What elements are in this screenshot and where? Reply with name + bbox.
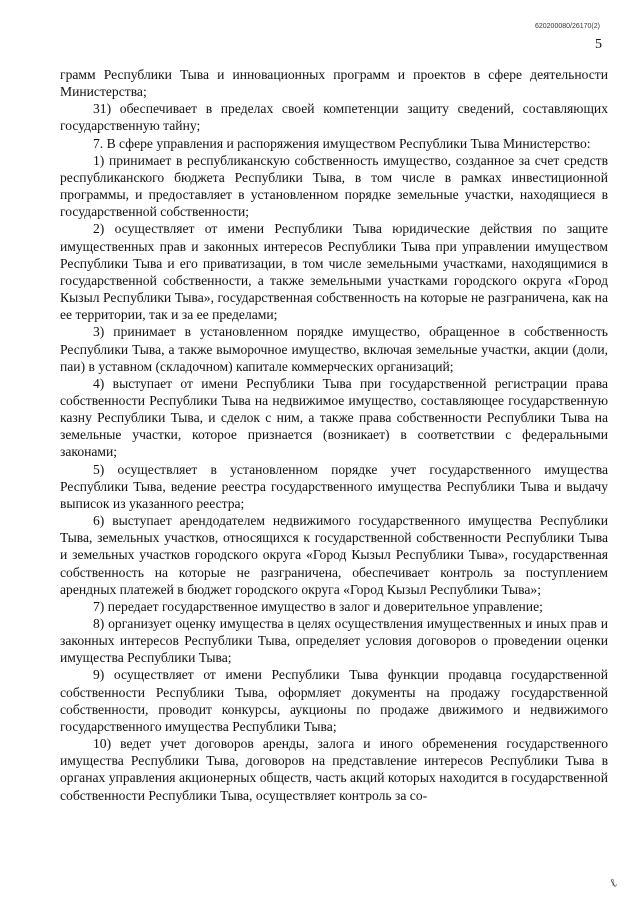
paragraph-11: 8) организует оценку имущества в целях осуществления имущественных и иных прав и законных интересов Республики Тыва, определяет условия договоров о проведении оценки имущества Республики Тыва; (60, 616, 608, 666)
paragraph-4: 1) принимает в республиканскую собственность имущество, созданное за счет средств республиканского бюджета Республики Тыва, в том числе в рамках инвестиционной программы, и предоставляет в установленном порядке земельные участки, находящиеся в государственной собственности; (60, 152, 608, 220)
paragraph-12: 9) осуществляет от имени Республики Тыва функции продавца государственной собственности Республики Тыва, оформляет документы на продажу государственной собственности, проводит конкурсы, аукционы по продаже движимого и недвижимого государственного имущества Республики Тыва; (60, 667, 608, 734)
handwritten-mark-icon: ℓ (606, 876, 620, 891)
paragraph-9: 6) выступает арендодателем недвижимого государственного имущества Республики Тыва, земельных участков, относящихся к государственной собственности Республики Тыва и земельных участков городского округа «Город Кызыл Республики Тыва», государственная собственность на которые не разграничена, обеспечивает контроль за поступлением арендных платежей в бюджет городского округа «Город Кызыл Республики Тыва»; (60, 513, 608, 597)
page-number: 5 (595, 37, 602, 52)
paragraph-6: 3) принимает в установленном порядке имущество, обращенное в собственность Республики Тыва, а также выморочное имущество, включая земельные участки, акции (доли, паи) в уставном (складочном) капитале коммерческих организаций; (60, 324, 608, 374)
paragraph-1: грамм Республики Тыва и инновационных программ и проектов в сфере деятельности Министерства; (60, 67, 608, 100)
paragraph-5: 2) осуществляет от имени Республики Тыва юридические действия по защите имущественных прав и законных интересов Республики Тыва при управлении имуществом Республики Тыва и его приватизации, в том числе земельными участками, находящимися в государственной собственности, а также земельными участками городского округа «Город Кызыл Республики Тыва», государственная собственность на которые не разграничена, как на ее территории, так и за ее пределами; (60, 221, 608, 323)
paragraph-13: 10) ведет учет договоров аренды, залога и иного обременения государственного имущества Республики Тыва, договоров на представление интересов Республики Тыва в органах управления акционерных обществ, часть акций которых находится в государственной собственности Республики Тыва, осуществляет контроль за со- (60, 736, 608, 803)
paragraph-2: 31) обеспечивает в пределах своей компетенции защиту сведений, составляющих государственную тайну; (60, 101, 608, 134)
document-number: 620200080/26170(2) (534, 23, 600, 30)
paragraph-8: 5) осуществляет в установленном порядке учет государственного имущества Республики Тыва, ведение реестра государственного имущества Республики Тыва и выдачу выписок из указанного реестра; (60, 461, 608, 511)
paragraph-10: 7) передает государственное имущество в залог и доверительное управление; (93, 598, 543, 614)
document-body (60, 66, 608, 804)
paragraph-7: 4) выступает от имени Республики Тыва при государственной регистрации права собственности Республики Тыва на недвижимое имущество, составляющее государственную казну Республики Тыва, и сделок с ним, а также права собственности Республики Тыва на земельные участки, которое признается (возникает) в соответствии с федеральными законами; (60, 375, 608, 460)
paragraph-3: 7. В сфере управления и распоряжения имуществом Республики Тыва Министерство: (93, 135, 591, 151)
